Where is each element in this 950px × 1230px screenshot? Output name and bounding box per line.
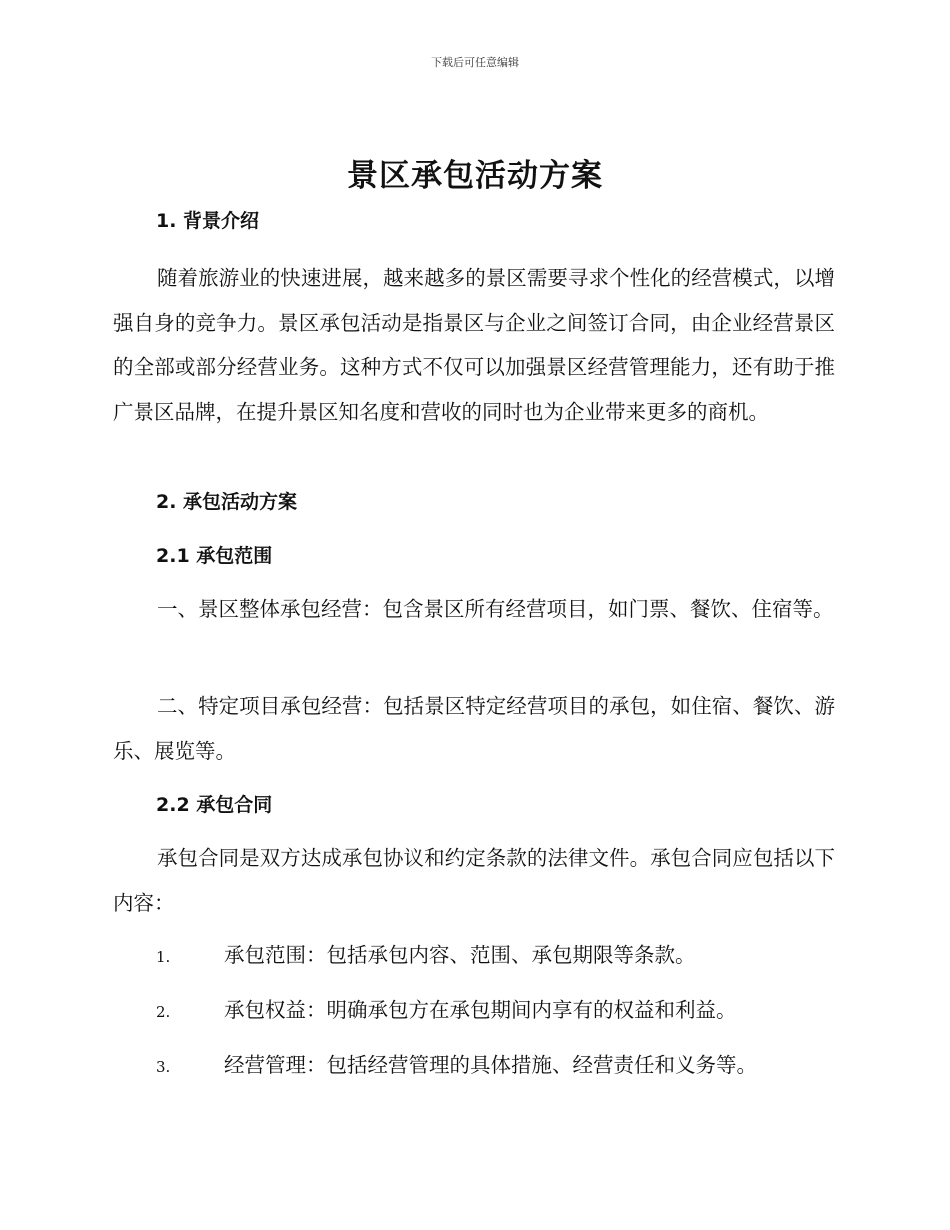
list-item-number: 2.	[156, 1003, 171, 1021]
list-item	[156, 1050, 836, 1082]
section-1-paragraph: 随着旅游业的快速进展，越来越多的景区需要寻求个性化的经营模式，以增强自身的竞争力。景区承包活动是指景区与企业之间签订合同，由企业经营景区的全部或部分经营业务。这种方式不仅可以加强景区经营管理能力，还有助于推广景区品牌，在提升景区知名度和营收的同时也为企业带来更多的商机。	[113, 266, 835, 424]
list-item	[156, 995, 836, 1027]
list-item-number: 3.	[156, 1058, 171, 1076]
header-note: 下载后可任意编辑	[431, 56, 519, 69]
section-2-2-paragraph: 承包合同是双方达成承包协议和约定条款的法律文件。承包合同应包括以下内容：	[113, 846, 835, 915]
section-2-heading: 2. 承包活动方案	[156, 491, 298, 513]
section-2-1-heading: 2.1 承包范围	[156, 545, 273, 567]
section-2-1-paragraph-2: 二、特定项目承包经营：包括景区特定经营项目的承包，如住宿、餐饮、游乐、展览等。	[113, 694, 835, 763]
list-item	[156, 940, 836, 972]
list-item-text: 承包范围：包括承包内容、范围、承包期限等条款。	[224, 943, 696, 967]
section-2-1-paragraph-1: 一、景区整体承包经营：包含景区所有经营项目，如门票、餐饮、住宿等。	[157, 597, 834, 621]
section-1-heading: 1. 背景介绍	[156, 210, 260, 232]
section-2-2-heading: 2.2 承包合同	[156, 794, 273, 816]
document-title: 景区承包活动方案	[347, 158, 603, 194]
list-item-text: 经营管理：包括经营管理的具体措施、经营责任和义务等。	[224, 1053, 757, 1077]
list-item-number: 1.	[156, 948, 171, 966]
list-item-text: 承包权益：明确承包方在承包期间内享有的权益和利益。	[224, 998, 737, 1022]
